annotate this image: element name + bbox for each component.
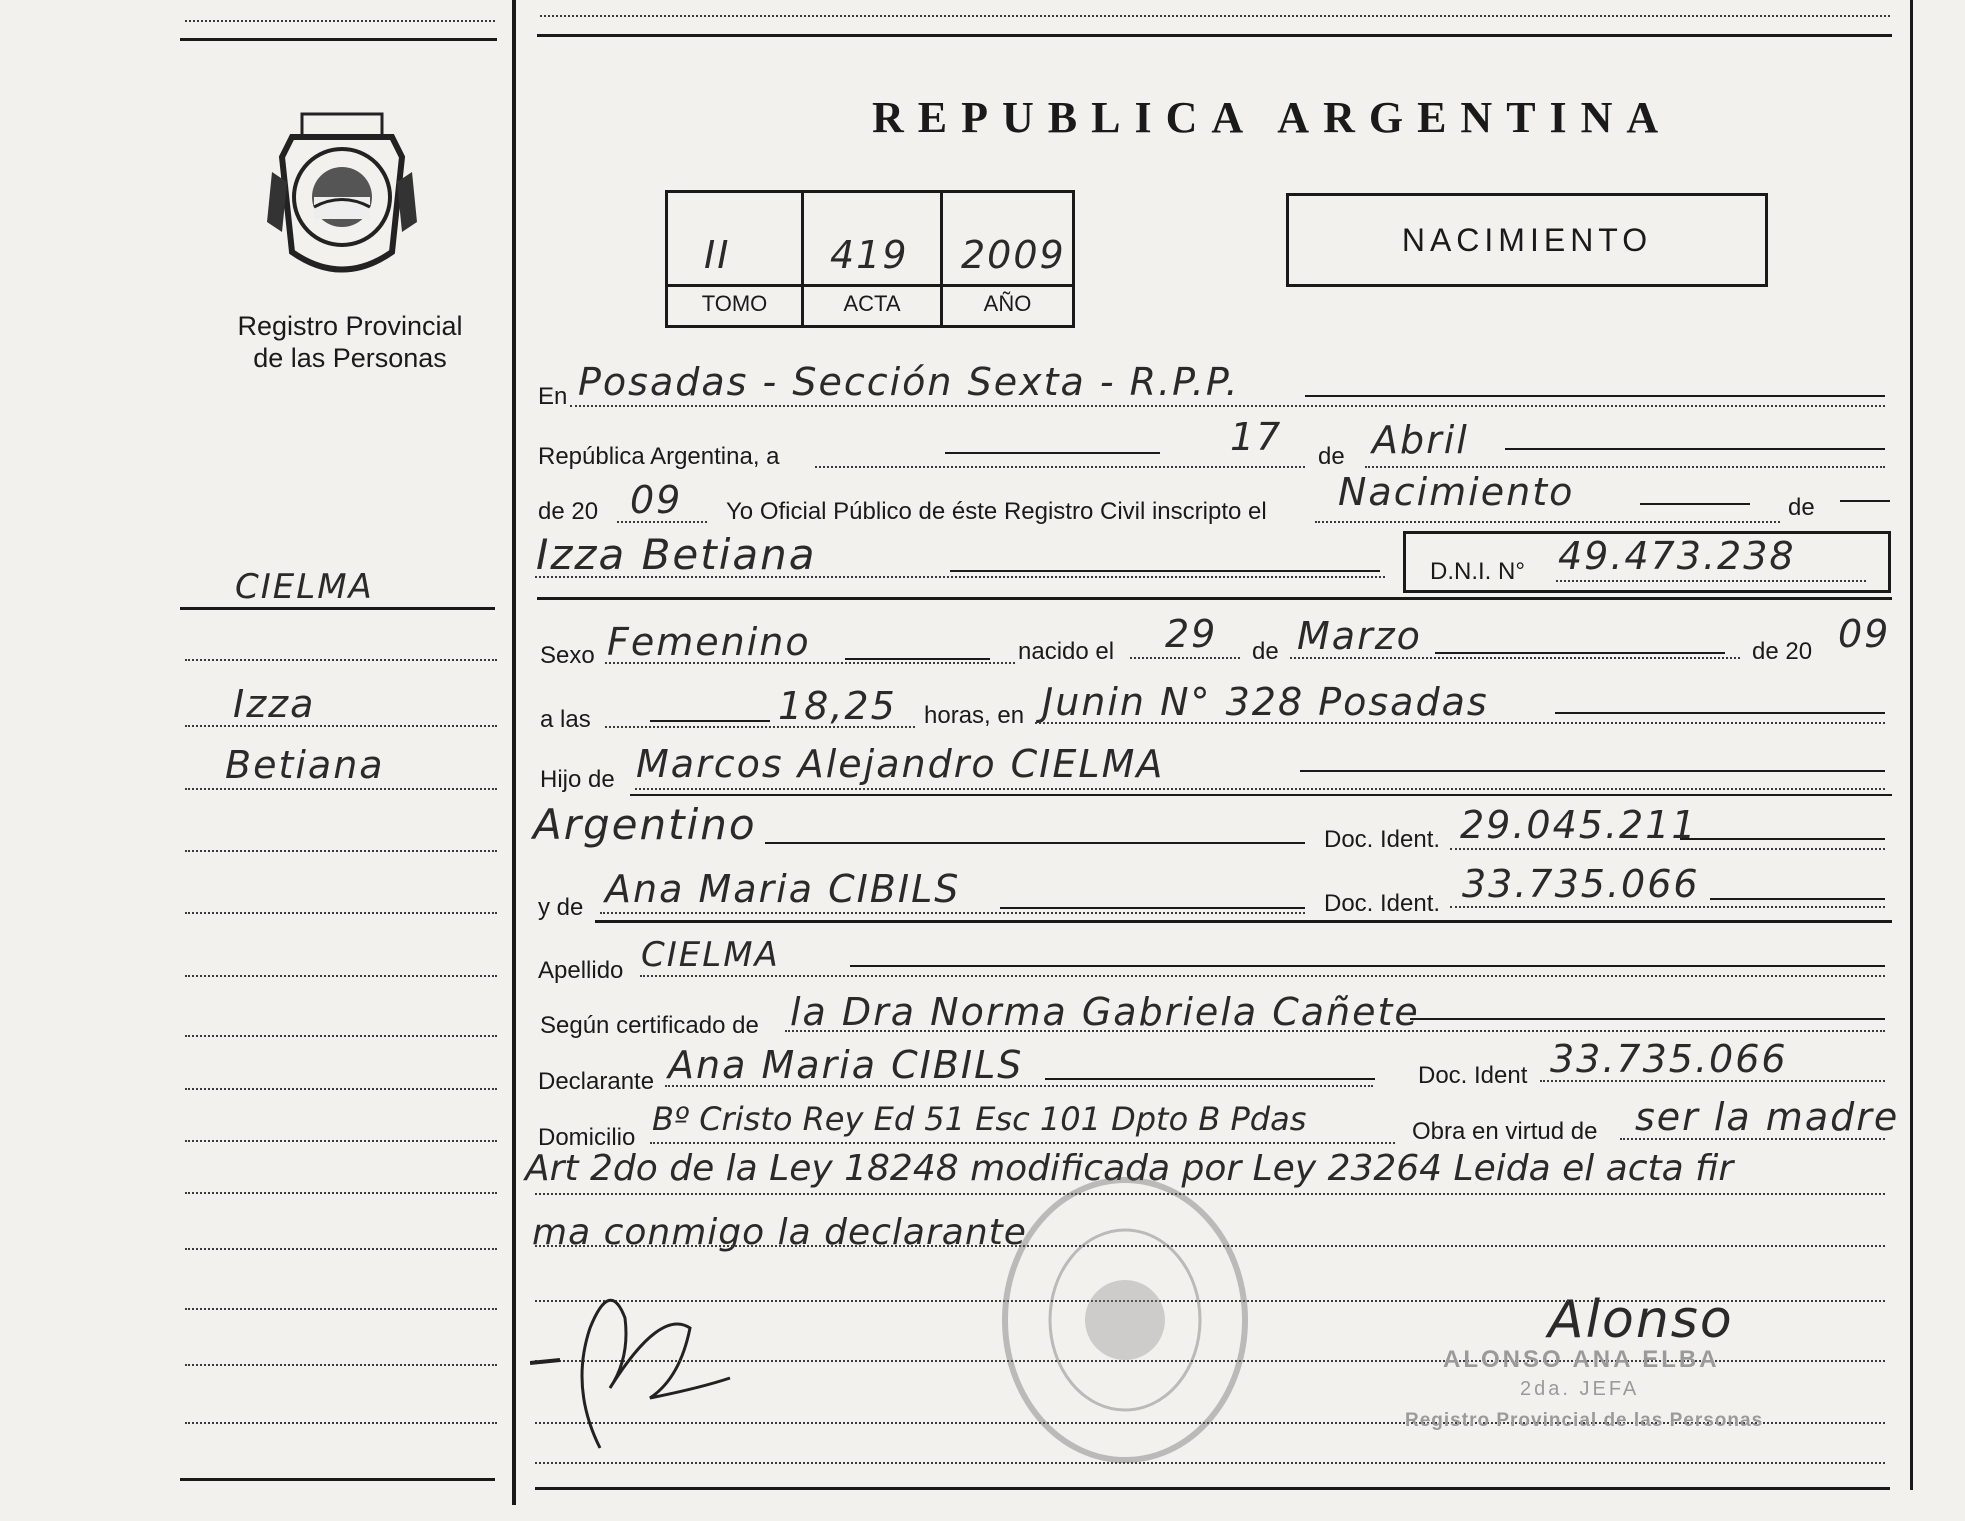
de-label-1: de [1318, 443, 1345, 470]
top-rule-left [180, 38, 497, 41]
declarante-value: Ana Maria CIBILS [668, 1043, 1024, 1087]
misiones-seal-icon [262, 112, 422, 287]
row-dots [640, 975, 1885, 977]
acta-label: ACTA [843, 291, 901, 316]
row-dots [600, 912, 1305, 914]
row-line [1000, 907, 1305, 909]
row-dots [1290, 657, 1740, 659]
domicilio-value: Bº Cristo Rey Ed 51 Esc 101 Dpto B Pdas [652, 1100, 1307, 1138]
de20-label: de 20 [538, 498, 599, 525]
birth-month: Marzo [1297, 614, 1422, 658]
obra-value: ser la madre [1635, 1095, 1900, 1139]
row-line [1300, 770, 1885, 772]
father-doc: 29.045.211 [1460, 803, 1698, 847]
row-dots [1450, 906, 1885, 908]
row-dots [617, 521, 707, 523]
yde-label: y de [538, 894, 584, 921]
official-signature: Alonso [1548, 1290, 1734, 1350]
father-name: Marcos Alejandro CIELMA [636, 742, 1165, 786]
anio-cell [940, 190, 1075, 328]
cell-divider [804, 284, 940, 287]
document-title: REPUBLICA ARGENTINA [872, 93, 1673, 142]
row-line [1435, 652, 1725, 654]
anio-label: AÑO [983, 291, 1032, 316]
registry-name: Registro Provincial de las Personas [237, 311, 463, 373]
child-name: Izza Betiana [536, 530, 817, 579]
obra-label: Obra en virtud de [1412, 1118, 1598, 1145]
margin-name-1: Izza [233, 682, 316, 726]
row-line [1505, 448, 1885, 450]
place-value: Junin N° 328 Posadas [1042, 680, 1489, 724]
row-dots [1365, 466, 1885, 468]
note-line-1: Art 2do de la Ley 18248 modificada por Ley 23264 Leida el acta fir [525, 1148, 1734, 1189]
row-line [1555, 712, 1885, 714]
section-rule [630, 794, 1892, 796]
margin-dots-10 [185, 1192, 497, 1194]
row-line [945, 452, 1160, 454]
margin-rule-1 [180, 607, 495, 610]
row-line [1045, 1078, 1375, 1080]
row-dots [605, 662, 1015, 664]
margin-dots-14 [185, 1422, 497, 1424]
cell-divider [668, 284, 801, 287]
cell-divider [943, 284, 1072, 287]
official-stamp-icon [995, 1170, 1255, 1470]
acta-value: 419 [830, 233, 909, 277]
row-dots [535, 576, 1385, 578]
tomo-cell [665, 190, 804, 328]
row-dots [1315, 521, 1780, 523]
row-line [650, 720, 770, 722]
en-label: En [538, 383, 568, 410]
sexo-value: Femenino [607, 620, 811, 664]
year-suffix: 09 [630, 478, 683, 522]
top-dots-left [185, 20, 495, 22]
sexo-label: Sexo [540, 642, 595, 669]
oficial-label: Yo Oficial Público de éste Registro Civil inscripto el [726, 498, 1267, 525]
margin-dots-11 [185, 1248, 497, 1250]
republica-label: República Argentina, a [538, 443, 780, 470]
acta-cell [801, 190, 943, 328]
day-value: 17 [1230, 415, 1283, 459]
row-line [950, 570, 1380, 572]
row-line [1305, 395, 1885, 397]
declarant-signature-icon [530, 1268, 760, 1458]
row-dots [1035, 722, 1885, 724]
row-line [1640, 503, 1750, 505]
margin-dots-8 [185, 1088, 497, 1090]
margin-dots-12 [185, 1308, 497, 1310]
birth-year: 09 [1838, 612, 1891, 656]
dni-value: 49.473.238 [1558, 534, 1796, 578]
margin-dots-13 [185, 1364, 497, 1366]
dni-label: D.N.I. N° [1430, 558, 1525, 585]
margin-name-2: Betiana [225, 743, 385, 787]
month-value: Abril [1372, 418, 1469, 462]
row-line [1710, 898, 1885, 900]
row-line [850, 965, 1885, 967]
row-dots [1620, 1138, 1885, 1140]
tomo-label: TOMO [701, 291, 768, 316]
top-rule-right [537, 34, 1892, 37]
hour-value: 18,25 [778, 684, 897, 728]
doc-label-3: Doc. Ident [1418, 1062, 1528, 1089]
alas-label: a las [540, 706, 591, 733]
doc-label-2: Doc. Ident. [1324, 890, 1441, 917]
record-type-box [1286, 193, 1768, 287]
row-dots [1130, 657, 1240, 659]
nacido-label: nacido el [1018, 638, 1115, 665]
apellido-label: Apellido [538, 957, 624, 984]
en-value: Posadas - Sección Sexta - R.P.P. [578, 360, 1240, 404]
tomo-value: II [704, 233, 731, 277]
row-line [1840, 500, 1890, 502]
horas-label: horas, en [924, 702, 1025, 729]
row-line [1680, 838, 1885, 840]
row-line [845, 658, 990, 660]
official-name: ALONSO ANA ELBA [1443, 1346, 1720, 1373]
margin-dots-5 [185, 912, 497, 914]
row-dots [1540, 1080, 1885, 1082]
father-nationality: Argentino [533, 800, 757, 849]
row-dots [650, 1142, 1395, 1144]
row-dots [665, 1085, 1373, 1087]
row-dots [1556, 580, 1866, 582]
inscripto-value: Nacimiento [1338, 470, 1575, 514]
dni-box [1403, 531, 1891, 593]
margin-dots-7 [185, 1035, 497, 1037]
hijo-label: Hijo de [540, 766, 615, 793]
margin-dots-1 [185, 659, 497, 661]
official-role: 2da. JEFA [1520, 1378, 1640, 1400]
bottom-rule [535, 1487, 1890, 1490]
declarante-label: Declarante [538, 1068, 655, 1095]
record-type: NACIMIENTO [1401, 222, 1653, 258]
apellido-value: CIELMA [641, 935, 780, 975]
top-dots-right [540, 15, 1890, 17]
row-dots [1450, 848, 1885, 850]
mother-name: Ana Maria CIBILS [605, 867, 961, 911]
margin-rule-bottom [180, 1478, 495, 1481]
margin-dots-3 [185, 788, 497, 790]
note-line-2: ma conmigo la declarante [532, 1212, 1027, 1253]
right-border [1910, 0, 1913, 1490]
official-office: Registro Provincial de las Personas [1405, 1410, 1764, 1431]
birth-day: 29 [1165, 612, 1218, 656]
doc-label-1: Doc. Ident. [1324, 826, 1441, 853]
margin-dots-6 [185, 975, 497, 977]
segun-label: Según certificado de [540, 1012, 759, 1039]
left-column-divider [512, 0, 516, 1505]
margin-dots-4 [185, 850, 497, 852]
margin-dots-9 [185, 1140, 497, 1142]
anio-value: 2009 [961, 233, 1066, 277]
certificado-value: la Dra Norma Gabriela Cañete [790, 990, 1420, 1034]
de20-label-2: de 20 [1752, 638, 1813, 665]
row-dots [815, 466, 1305, 468]
row-dots [785, 1030, 1885, 1032]
section-rule [537, 597, 1892, 600]
row-line [765, 842, 1305, 844]
de-label-2: de [1788, 494, 1815, 521]
section-rule [595, 920, 1892, 923]
margin-dots-2 [185, 725, 497, 727]
row-dots [635, 788, 1885, 790]
row-dots [570, 405, 1885, 407]
margin-surname: CIELMA [235, 567, 374, 607]
declarante-doc: 33.735.066 [1550, 1037, 1788, 1081]
domicilio-label: Domicilio [538, 1124, 636, 1151]
mother-doc: 33.735.066 [1462, 862, 1700, 906]
de-label-3: de [1252, 638, 1279, 665]
row-line [1410, 1018, 1885, 1020]
